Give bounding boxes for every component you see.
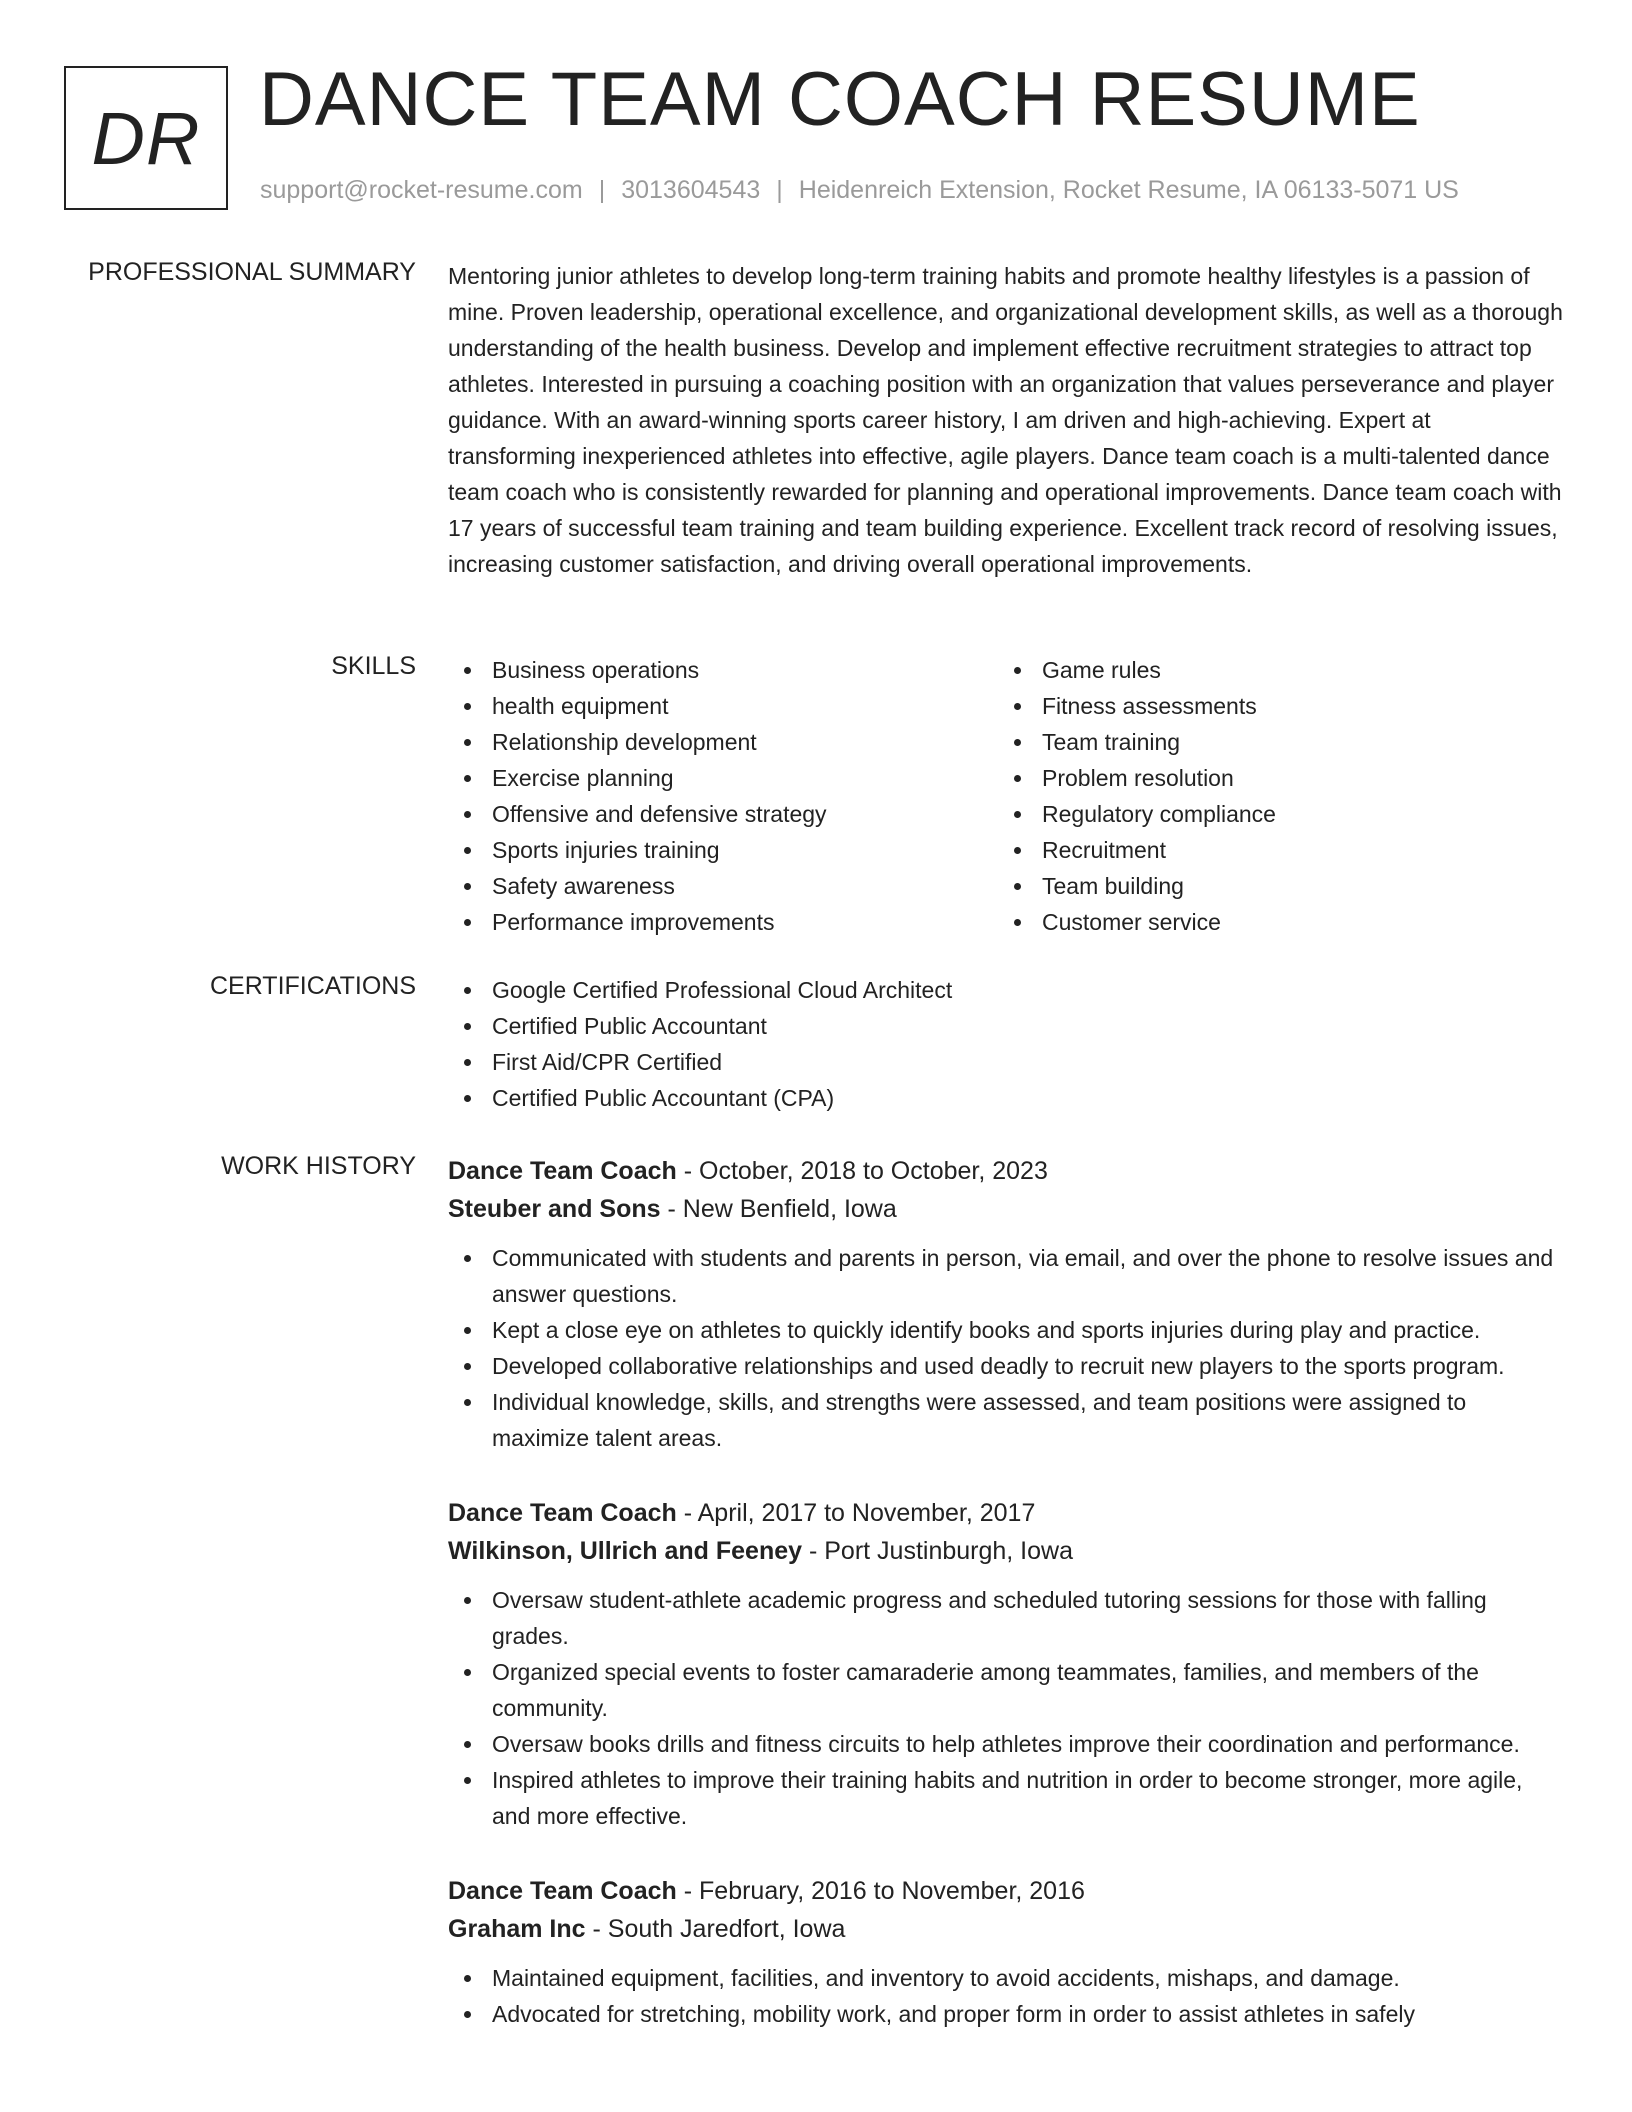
job-location: - South Jaredfort, Iowa [585,1915,846,1943]
skill-item: Team building [998,868,1548,904]
job-duty-item: Maintained equipment, facilities, and inventory to avoid accidents, mishaps, and damage. [448,1960,1564,1996]
section-label-skills: SKILLS [331,652,416,680]
certification-item: First Aid/CPR Certified [448,1044,1564,1080]
certifications-body [448,972,1564,1116]
contact-email: support@rocket-resume.com [260,176,583,204]
job-title: Dance Team Coach [448,1877,677,1905]
job-title-line [448,1152,1564,1190]
monogram-box [64,66,228,210]
skill-item: Team training [998,724,1548,760]
job-dates: - October, 2018 to October, 2023 [676,1157,1048,1185]
skill-item: Safety awareness [448,868,998,904]
skills-grid [448,652,1564,940]
skill-item: Exercise planning [448,760,998,796]
certification-item: Certified Public Accountant (CPA) [448,1080,1564,1116]
job-entry [448,1494,1564,1834]
certification-item: Certified Public Accountant [448,1008,1564,1044]
job-company-line [448,1532,1564,1570]
job-location: - New Benfield, Iowa [660,1195,897,1223]
skill-item: Performance improvements [448,904,998,940]
section-label-work-history: WORK HISTORY [221,1152,416,1180]
skill-item: health equipment [448,688,998,724]
contact-phone: 3013604543 [621,176,761,204]
skill-item: Offensive and defensive strategy [448,796,998,832]
job-duty-item: Advocated for stretching, mobility work, and proper form in order to assist athletes in safely [448,1996,1564,2032]
job-duty-item: Individual knowledge, skills, and strengths were assessed, and team positions were assigned to maximize talent areas. [448,1384,1564,1456]
skill-item: Recruitment [998,832,1548,868]
monogram-initials: DR [91,96,201,180]
job-dates: - April, 2017 to November, 2017 [676,1499,1036,1527]
job-title: Dance Team Coach [448,1499,677,1527]
skill-item: Regulatory compliance [998,796,1548,832]
job-duty-item: Oversaw books drills and fitness circuits to help athletes improve their coordination and performance. [448,1726,1564,1762]
job-duty-item: Developed collaborative relationships and used deadly to recruit new players to the sports program. [448,1348,1564,1384]
job-entry [448,1872,1564,2032]
job-company: Wilkinson, Ullrich and Feeney [448,1537,803,1565]
job-title-line [448,1872,1564,1910]
skill-item: Fitness assessments [998,688,1548,724]
job-entry [448,1152,1564,1456]
job-duty-item: Communicated with students and parents in person, via email, and over the phone to resolve issues and answer questions. [448,1240,1564,1312]
contact-line [260,176,1459,205]
summary-text: Mentoring junior athletes to develop long-term training habits and promote healthy lifestyles is a passion of mine. Proven leadership, operational excellence, and organizational development skills, as well as a thorough understanding of the health business. Develop and implement effective recruitment strategies to attract top athletes. Interested in pursuing a coaching position with an organization that values perseverance and player guidance. With an award-winning sports career history, I am driven and high-achieving. Expert at transforming inexperienced athletes into effective, agile players. Dance team coach is a multi-talented dance team coach who is consistently rewarded for planning and operational improvements. Dance team coach with 17 years of successful team training and team building experience. Excellent track record of resolving issues, increasing customer satisfaction, and driving overall operational improvements. [448,263,1563,577]
certifications-list [448,972,1564,1116]
job-company-line [448,1910,1564,1948]
job-duties-list [448,1582,1564,1834]
skill-item: Business operations [448,652,998,688]
job-duty-item: Oversaw student-athlete academic progress and scheduled tutoring sessions for those with falling grades. [448,1582,1564,1654]
resume-title: DANCE TEAM COACH RESUME [259,57,1421,142]
skill-item: Problem resolution [998,760,1548,796]
job-company-line [448,1190,1564,1228]
job-title: Dance Team Coach [448,1157,677,1185]
contact-address: Heidenreich Extension, Rocket Resume, IA 06133-5071 US [798,176,1459,204]
skill-item: Relationship development [448,724,998,760]
contact-separator: | [598,176,606,204]
job-company: Graham Inc [448,1915,586,1943]
work-history-body [448,1152,1564,2070]
job-duty-item: Organized special events to foster camaraderie among teammates, families, and members of the community. [448,1654,1564,1726]
job-company: Steuber and Sons [448,1195,661,1223]
skill-item: Sports injuries training [448,832,998,868]
job-duties-list [448,1960,1564,2032]
skill-item: Customer service [998,904,1548,940]
job-duty-item: Kept a close eye on athletes to quickly identify books and sports injuries during play and practice. [448,1312,1564,1348]
skill-item: Game rules [998,652,1548,688]
contact-separator: | [776,176,783,204]
job-location: - Port Justinburgh, Iowa [802,1537,1073,1565]
job-duty-item: Inspired athletes to improve their training habits and nutrition in order to become stronger, more agile, and more effective. [448,1762,1564,1834]
section-label-summary: PROFESSIONAL SUMMARY [88,258,416,286]
skills-list-left [448,652,998,940]
certification-item: Google Certified Professional Cloud Architect [448,972,1564,1008]
job-title-line [448,1494,1564,1532]
section-label-certifications: CERTIFICATIONS [209,972,416,1000]
job-dates: - February, 2016 to November, 2016 [676,1877,1085,1905]
skills-list-right [998,652,1548,940]
job-duties-list [448,1240,1564,1456]
